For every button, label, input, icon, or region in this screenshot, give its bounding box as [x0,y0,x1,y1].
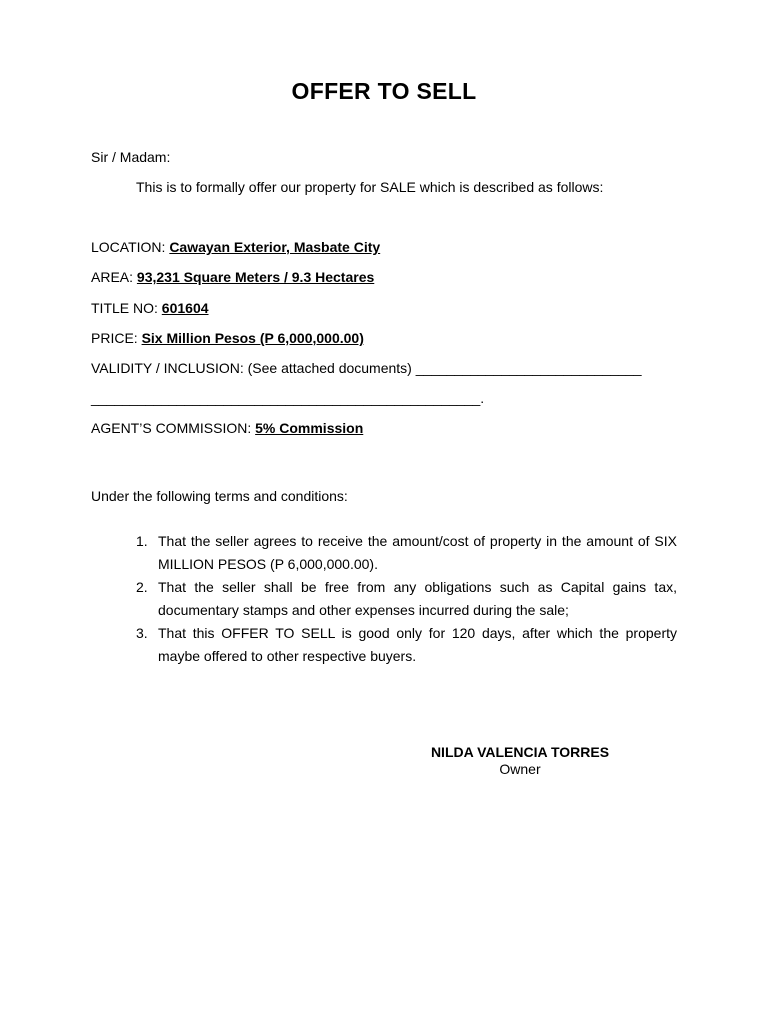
term-number: 2. [136,579,148,595]
document-title: OFFER TO SELL [291,78,477,104]
location-line [91,239,380,255]
intro-paragraph: This is to formally offer our property for SALE which is described as follows: [136,179,604,195]
price-label: PRICE: [91,330,142,346]
price-line [91,330,364,346]
term-text: That the seller agrees to receive the amount/cost of property in the amount of SIX MILLION PESOS (P 6,000,000.00). [158,533,677,572]
list-item [136,576,677,622]
title-no-value: 601604 [161,300,209,316]
location-label: LOCATION: [91,239,170,255]
area-label: AREA: [91,269,137,285]
signatory-name: NILDA VALENCIA TORRES [430,744,610,760]
terms-list [136,530,677,668]
list-item [136,622,677,668]
price-value: Six Million Pesos (P 6,000,000.00) [141,330,364,346]
terms-intro: Under the following terms and conditions: [91,488,348,504]
area-line [91,269,374,285]
validity-continuation: __________________________________________________. [91,390,485,406]
area-value: 93,231 Square Meters / 9.3 Hectares [136,269,375,285]
validity-line: VALIDITY / INCLUSION: (See attached documents) _____________________________ [91,360,642,376]
title-no-label: TITLE NO: [91,300,162,316]
title-no-line [91,300,209,316]
signatory-role: Owner [499,761,541,777]
term-text: That the seller shall be free from any obligations such as Capital gains tax, documentary stamps and other expenses incurred during the sale; [158,579,677,618]
term-text: That this OFFER TO SELL is good only for 120 days, after which the property maybe offered to other respective buyers. [158,625,677,664]
commission-label: AGENT’S COMMISSION: [91,420,256,436]
list-item [136,530,677,576]
term-number: 3. [136,625,148,641]
term-number: 1. [136,533,148,549]
location-value: Cawayan Exterior, Masbate City [169,239,381,255]
salutation: Sir / Madam: [91,149,171,165]
commission-value: 5% Commission [255,420,364,436]
commission-line [91,420,363,436]
